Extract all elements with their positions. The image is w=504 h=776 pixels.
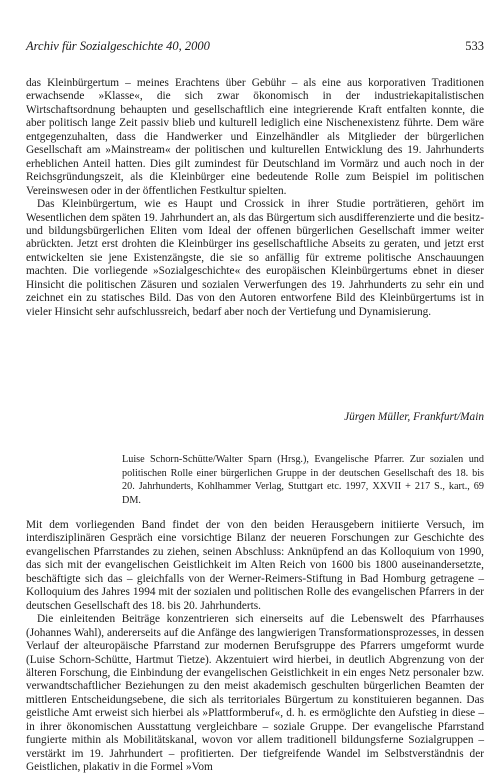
review-2-paragraph-1: Mit dem vorliegenden Band findet der von den beiden Herausgebern initiierte Versuch, im interdisziplinären Gespräch eine vorsichtige Bilanz der neueren Forschungen zur Geschichte des evangelischen Pfarrstandes zu ziehen, seinen Abschluss: Anknüpfend an das Kolloquium von 1990, das sich mit der evangelischen Geistlichkeit im Alten Reich von 1600 bis 1800 auseinandersetzte, beschäftigte sich das – gleichfalls von der Werner-Reimers-Stiftung in Bad Homburg getragene – Kolloquium des Jahres 1994 mit der sozialen und politischen Rolle des evangelischen Pfarrers in der deutschen Gesellschaft des 18. bis 20. Jahrhunderts. <box>26 519 484 612</box>
review-2-body <box>26 519 484 775</box>
review-1-body <box>26 77 484 319</box>
review-1-paragraph-2: Das Kleinbürgertum, wie es Haupt und Crossick in ihrer Studie porträtieren, gehört im Wesentlichen dem späten 19. Jahrhundert an, als das Bürgertum sich ausdifferenzierte und die besitz- und bildungsbürgerlichen Eliten vom Ideal der offenen bürgerlichen Gesellschaft immer weiter abrückten. Jetzt erst drohten die Kleinbürger ins gesellschaftliche Abseits zu geraten, und jetzt erst entwickelten sie jene Existenzängste, die sie so anfällig für extreme politische Anschauungen machten. Die vorliegende »Sozialgeschichte« des europäischen Kleinbürgertums ebnet in dieser Hinsicht die politischen Zäsuren und sozialen Verwerfungen des 19. Jahrhunderts zu sehr ein und zeichnet ein zu statisches Bild. Das von den Autoren entworfene Bild des Kleinbürgertums ist in vieler Hinsicht sehr aufschlussreich, bedarf aber noch der Vertiefung und Dynamisierung. <box>26 198 484 318</box>
running-head: Archiv für Sozialgeschichte 40, 2000 <box>26 39 210 53</box>
reviewer-signature: Jürgen Müller, Frankfurt/Main <box>344 411 484 423</box>
review-1-paragraph-1: das Kleinbürgertum – meines Erachtens über Gebühr – als eine aus korporativen Traditionen erwachsende »Klasse«, die sich zwar ökonomisch in der industriekapitalistischen Wirtschaftsordnung behaupten und gesellschaftlich eine integrierende Kraft entfalten konnte, die aber politisch lange Zeit passiv blieb und kulturell lediglich eine Nischenexistenz führte. Dem wäre entgegenzuhalten, dass die Handwerker und Einzelhändler als Mitglieder der bürgerlichen Gesellschaft am »Mainstream« der politischen und kulturellen Entwicklung des 19. Jahrhunderts erheblichen Anteil hatten. Dies gilt zumindest für Deutschland im Vormärz und auch noch in der Reichsgründungszeit, als die Kleinbürger eine bedeutende Rolle zum Beispiel im politischen Vereinswesen oder in der öffentlichen Festkultur spielten. <box>26 77 484 197</box>
page-header <box>26 39 484 55</box>
review-2-paragraph-2: Die einleitenden Beiträge konzentrieren sich einerseits auf die Lebenswelt des Pfarrhauses (Johannes Wahl), andererseits auf die Anfänge des langwierigen Transformationsprozesses, in dessen Verlauf der alteuropäische Pfarrstand zur modernen Berufsgruppe des Pfarrers umgeformt wurde (Luise Schorn-Schütte, Hartmut Tietze). Akzentuiert wird hierbei, in deutlich Abgrenzung von der älteren Forschung, die Einbindung der evangelischen Geistlichkeit in ein enges Netz personaler bzw. verwandtschaftlicher Beziehungen zu den meist akademisch geschulten bürgerlichen Beamten der mittleren Entscheidungsebene, die sich als territoriales Bürgertum zu konstituieren begannen. Das geistliche Amt erweist sich hierbei als »Plattformberuf«, d. h. es ermöglichte den Aufstieg in diese – in ihrer ökonomischen Ausstattung vergleichbare – soziale Gruppe. Der evangelische Pfarrstand fungierte mithin als Mobilitätskanal, wovon vor allem traditionell bildungsferne Sozialgruppen – verstärkt im 19. Jahrhundert – profitierten. Der tiefgreifende Wandel im Selbstverständnis der Geistlichen, plakativ in die Formel »Vom <box>26 613 484 774</box>
book-citation: Luise Schorn-Schütte/Walter Sparn (Hrsg.), Evangelische Pfarrer. Zur sozialen und politischen Rolle einer bürgerlichen Gruppe in der deutschen Gesellschaft des 18. bis 20. Jahrhunderts, Kohlhammer Verlag, Stuttgart etc. 1997, XXVII + 217 S., kart., 69 DM. <box>122 454 484 506</box>
journal-page <box>26 0 484 776</box>
page-number: 533 <box>465 39 484 53</box>
